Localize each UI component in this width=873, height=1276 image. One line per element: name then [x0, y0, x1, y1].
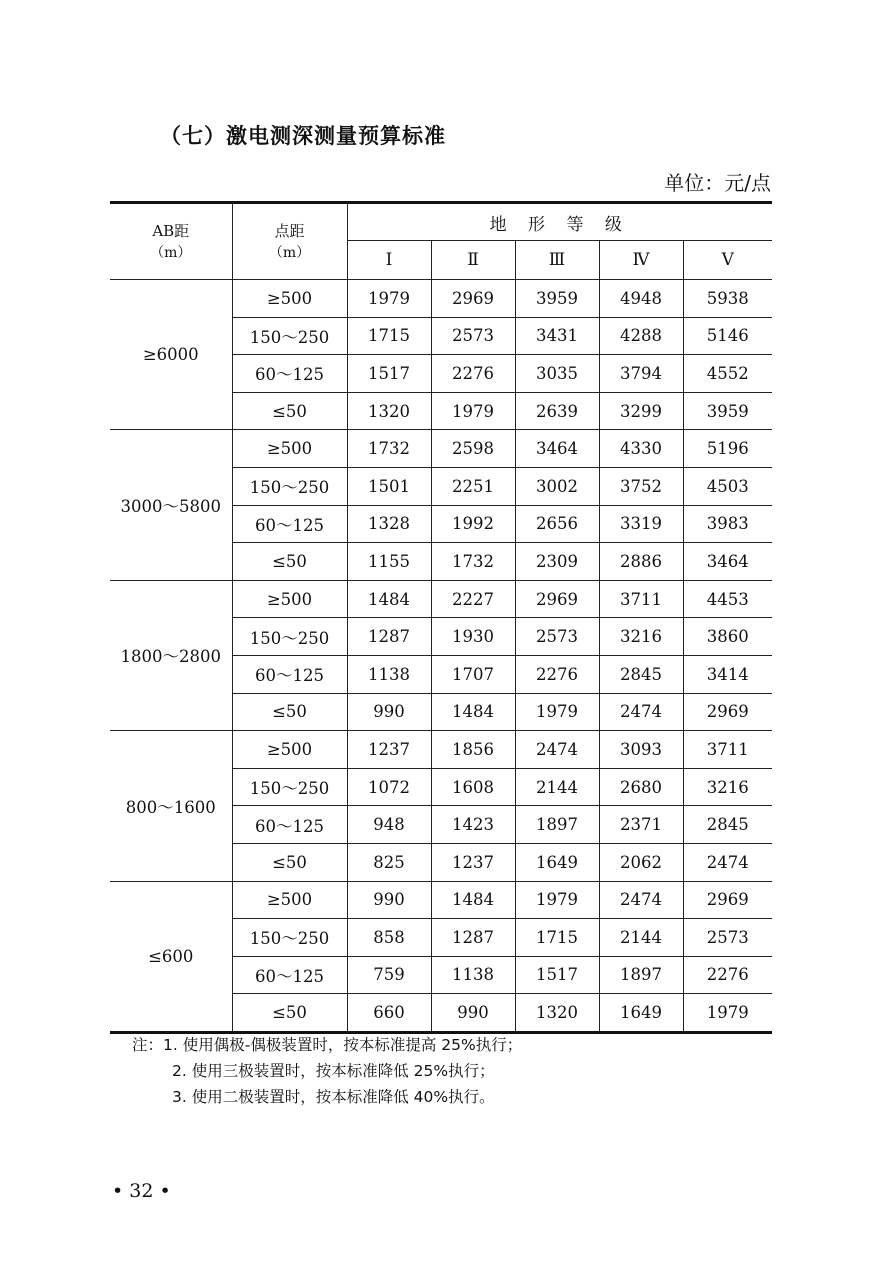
price-cell: 1979 [515, 693, 599, 731]
point-spacing-cell: 60～125 [232, 956, 347, 994]
table-row [110, 731, 772, 769]
price-cell: 2886 [599, 543, 683, 581]
point-spacing-cell: 150～250 [232, 317, 347, 355]
ab-distance-unit: （m） [150, 244, 192, 261]
price-cell: 3093 [599, 731, 683, 769]
price-cell: 5146 [683, 317, 772, 355]
price-cell: 1897 [599, 956, 683, 994]
price-cell: 1979 [431, 392, 515, 430]
price-cell: 1287 [347, 618, 431, 656]
price-cell: 1328 [347, 505, 431, 543]
point-spacing-cell: ≤50 [232, 843, 347, 881]
price-cell: 990 [347, 693, 431, 731]
price-cell: 4552 [683, 355, 772, 393]
price-cell: 2969 [683, 881, 772, 919]
price-cell: 5938 [683, 280, 772, 318]
price-cell: 990 [347, 881, 431, 919]
price-cell: 1484 [347, 580, 431, 618]
price-cell: 2474 [599, 881, 683, 919]
table-row [110, 280, 772, 318]
price-cell: 3983 [683, 505, 772, 543]
note-text: 1. 使用偶极-偶极装置时，按本标准提高 25%执行； [163, 1036, 523, 1054]
ab-distance-cell: 3000～5800 [110, 430, 232, 580]
price-cell: 2276 [431, 355, 515, 393]
price-cell: 1138 [431, 956, 515, 994]
price-cell: 1608 [431, 768, 515, 806]
page-number: • 32 • [112, 1180, 171, 1202]
price-cell: 2474 [599, 693, 683, 731]
notes [132, 1032, 522, 1110]
price-cell: 858 [347, 919, 431, 957]
price-cell: 2474 [515, 731, 599, 769]
price-cell: 3464 [515, 430, 599, 468]
grade-header-4: Ⅳ [599, 241, 683, 280]
price-cell: 3299 [599, 392, 683, 430]
point-spacing-cell: ≥500 [232, 280, 347, 318]
table-row [110, 430, 772, 468]
price-cell: 3319 [599, 505, 683, 543]
price-cell: 1649 [599, 994, 683, 1033]
grade-header-3: Ⅲ [515, 241, 599, 280]
point-spacing-cell: ≤50 [232, 994, 347, 1033]
point-spacing-cell: ≥500 [232, 731, 347, 769]
price-cell: 2969 [515, 580, 599, 618]
price-cell: 2639 [515, 392, 599, 430]
budget-table [110, 201, 772, 1034]
point-spacing-cell: 150～250 [232, 618, 347, 656]
price-cell: 1423 [431, 806, 515, 844]
ab-distance-label: AB距 [152, 221, 190, 240]
price-cell: 1897 [515, 806, 599, 844]
price-cell: 3464 [683, 543, 772, 581]
price-cell: 2656 [515, 505, 599, 543]
point-spacing-unit: （m） [268, 244, 311, 261]
price-cell: 3752 [599, 467, 683, 505]
price-cell: 2144 [515, 768, 599, 806]
price-cell: 1979 [683, 994, 772, 1033]
price-cell: 1320 [515, 994, 599, 1033]
price-cell: 1138 [347, 655, 431, 693]
point-spacing-cell: 60～125 [232, 355, 347, 393]
price-cell: 2227 [431, 580, 515, 618]
price-cell: 1732 [347, 430, 431, 468]
section-title: （七）激电测深测量预算标准 [160, 124, 446, 148]
price-cell: 1155 [347, 543, 431, 581]
note-item: 2. 使用三极装置时，按本标准降低 25%执行； [172, 1062, 495, 1080]
price-cell: 3959 [515, 280, 599, 318]
price-cell: 1484 [431, 881, 515, 919]
point-spacing-cell: ≤50 [232, 543, 347, 581]
price-cell: 4453 [683, 580, 772, 618]
price-cell: 2598 [431, 430, 515, 468]
price-cell: 5196 [683, 430, 772, 468]
price-cell: 3711 [683, 731, 772, 769]
point-spacing-header [232, 203, 347, 280]
price-cell: 1072 [347, 768, 431, 806]
ab-distance-cell: ≥6000 [110, 280, 232, 430]
price-cell: 2062 [599, 843, 683, 881]
price-cell: 1517 [347, 355, 431, 393]
price-cell: 4288 [599, 317, 683, 355]
price-cell: 660 [347, 994, 431, 1033]
price-cell: 2309 [515, 543, 599, 581]
price-cell: 1237 [347, 731, 431, 769]
price-cell: 3002 [515, 467, 599, 505]
price-cell: 2371 [599, 806, 683, 844]
point-spacing-cell: ≤50 [232, 392, 347, 430]
price-cell: 1707 [431, 655, 515, 693]
price-cell: 3794 [599, 355, 683, 393]
grade-header-5: Ⅴ [683, 241, 772, 280]
price-cell: 1715 [347, 317, 431, 355]
price-cell: 3414 [683, 655, 772, 693]
price-cell: 2573 [683, 919, 772, 957]
price-cell: 2845 [683, 806, 772, 844]
price-cell: 2969 [683, 693, 772, 731]
price-cell: 1320 [347, 392, 431, 430]
price-cell: 3216 [599, 618, 683, 656]
price-cell: 1992 [431, 505, 515, 543]
price-cell: 1287 [431, 919, 515, 957]
price-cell: 2573 [515, 618, 599, 656]
price-cell: 3711 [599, 580, 683, 618]
point-spacing-cell: 60～125 [232, 806, 347, 844]
note-item: 3. 使用二极装置时，按本标准降低 40%执行。 [172, 1088, 495, 1106]
price-cell: 1856 [431, 731, 515, 769]
table-body [110, 280, 772, 1033]
price-cell: 3216 [683, 768, 772, 806]
point-spacing-cell: ≥500 [232, 430, 347, 468]
price-cell: 1979 [347, 280, 431, 318]
ab-distance-cell: ≤600 [110, 881, 232, 1032]
price-cell: 4948 [599, 280, 683, 318]
price-cell: 1732 [431, 543, 515, 581]
price-cell: 1649 [515, 843, 599, 881]
unit-label: 单位：元/点 [664, 171, 771, 195]
price-cell: 1484 [431, 693, 515, 731]
price-cell: 1979 [515, 881, 599, 919]
ab-distance-cell: 800～1600 [110, 731, 232, 881]
price-cell: 2276 [515, 655, 599, 693]
table-row [110, 881, 772, 919]
grade-header-2: Ⅱ [431, 241, 515, 280]
point-spacing-cell: 150～250 [232, 919, 347, 957]
price-cell: 948 [347, 806, 431, 844]
price-cell: 2845 [599, 655, 683, 693]
point-spacing-cell: ≥500 [232, 881, 347, 919]
price-cell: 3959 [683, 392, 772, 430]
price-cell: 759 [347, 956, 431, 994]
price-cell: 2276 [683, 956, 772, 994]
grade-header-1: Ⅰ [347, 241, 431, 280]
point-spacing-cell: ≥500 [232, 580, 347, 618]
ab-distance-header [110, 203, 232, 280]
price-cell: 2251 [431, 467, 515, 505]
note-prefix: 注： [132, 1036, 164, 1054]
point-spacing-cell: 60～125 [232, 655, 347, 693]
note-item [132, 1032, 522, 1058]
terrain-grade-header: 地 形 等 级 [347, 203, 772, 241]
point-spacing-cell: 60～125 [232, 505, 347, 543]
price-cell: 2969 [431, 280, 515, 318]
price-cell: 1517 [515, 956, 599, 994]
price-cell: 2144 [599, 919, 683, 957]
price-cell: 1237 [431, 843, 515, 881]
price-cell: 3860 [683, 618, 772, 656]
price-cell: 1930 [431, 618, 515, 656]
price-cell: 4503 [683, 467, 772, 505]
price-cell: 1715 [515, 919, 599, 957]
price-cell: 3035 [515, 355, 599, 393]
price-cell: 3431 [515, 317, 599, 355]
point-spacing-label: 点距 [274, 221, 305, 240]
point-spacing-cell: ≤50 [232, 693, 347, 731]
point-spacing-cell: 150～250 [232, 467, 347, 505]
ab-distance-cell: 1800～2800 [110, 580, 232, 730]
price-cell: 990 [431, 994, 515, 1033]
price-cell: 1501 [347, 467, 431, 505]
price-cell: 2573 [431, 317, 515, 355]
price-cell: 4330 [599, 430, 683, 468]
point-spacing-cell: 150～250 [232, 768, 347, 806]
price-cell: 2680 [599, 768, 683, 806]
table-row [110, 580, 772, 618]
price-cell: 825 [347, 843, 431, 881]
price-cell: 2474 [683, 843, 772, 881]
